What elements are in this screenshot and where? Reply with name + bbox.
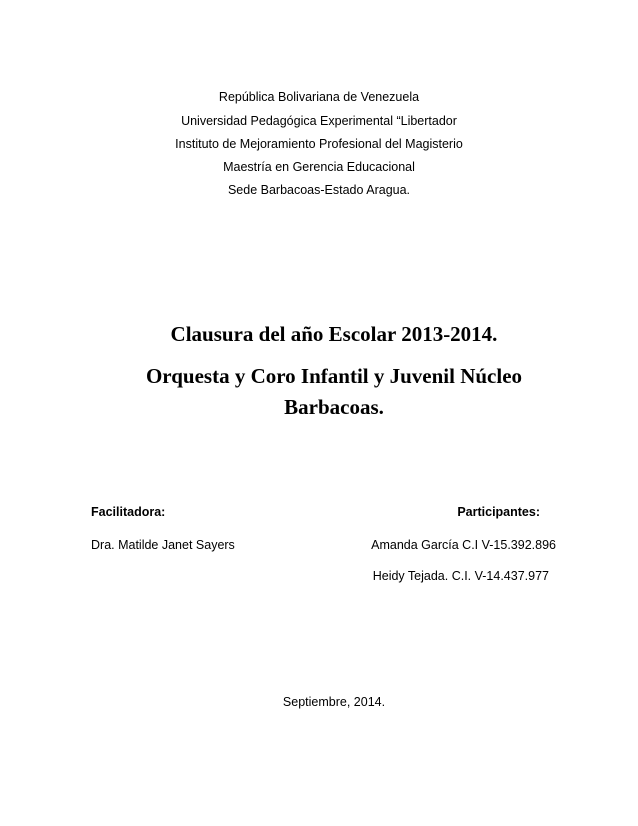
header-location: Sede Barbacoas-Estado Aragua. xyxy=(227,183,411,197)
facilitator-heading: Facilitadora: xyxy=(91,505,166,519)
title-line-2: Orquesta y Coro Infantil y Juvenil Núcleo xyxy=(145,364,523,388)
participant-item: Heidy Tejada. C.I. V-14.437.977 xyxy=(372,569,549,583)
facilitator-name: Dra. Matilde Janet Sayers xyxy=(91,538,235,552)
header-university: Universidad Pedagógica Experimental “Libertador xyxy=(181,114,457,128)
header-country: República Bolivariana de Venezuela xyxy=(218,90,420,104)
title-line-3: Barbacoas. xyxy=(284,395,384,419)
header-program: Maestría en Gerencia Educacional xyxy=(223,160,415,174)
participant-item: Amanda García C.I V-15.392.896 xyxy=(371,538,556,552)
participants-heading: Participantes: xyxy=(457,505,540,519)
title-line-1: Clausura del año Escolar 2013-2014. xyxy=(170,322,498,346)
header-institute: Instituto de Mejoramiento Profesional del Magisterio xyxy=(175,137,463,151)
document-date: Septiembre, 2014. xyxy=(282,695,386,709)
